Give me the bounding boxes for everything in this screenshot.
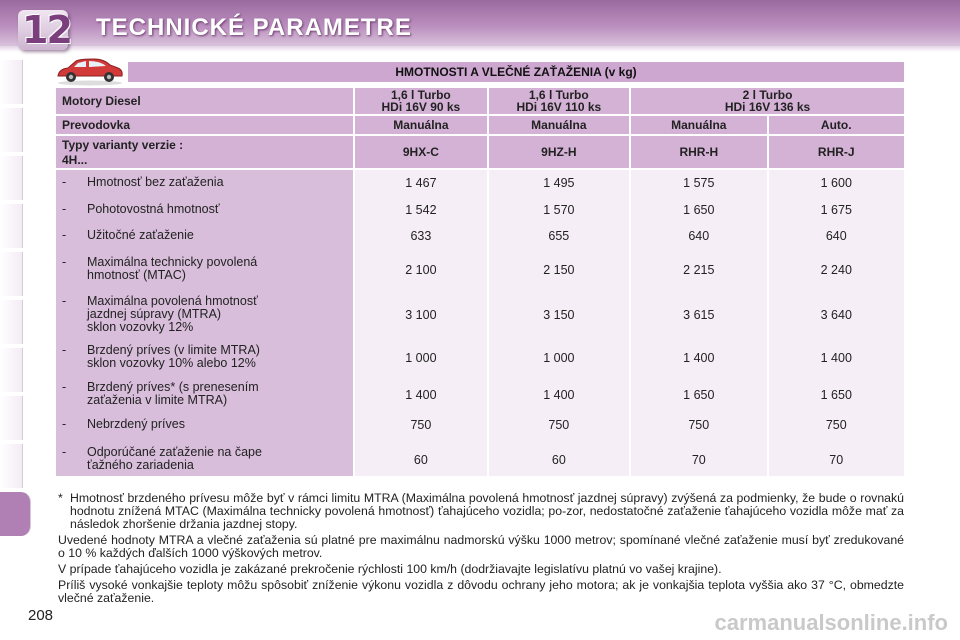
header-shadow	[0, 46, 960, 52]
row-dash: -	[62, 445, 67, 459]
row-dash: -	[62, 255, 67, 269]
engine-line1: 1,6 l Turbo	[390, 88, 451, 102]
row-dash: -	[62, 294, 67, 308]
labels-column	[56, 170, 353, 476]
types-label-line1: Typy varianty verzie :	[62, 137, 184, 152]
row-label-text: Pohotovostná hmotnosť	[87, 202, 220, 216]
row-value: 750	[548, 418, 570, 432]
note-paragraph: Uvedené hodnoty MTRA a vlečné zaťaženia sú platné pre maximálnu nadmorskú výšku 1000 metrov; spomínané vlečné zaťaženie musí byť zredukované o 10 % každých ďalších 1000 výškových metrov.	[58, 533, 904, 560]
engine-line1: 2 l Turbo	[742, 88, 793, 102]
row-value: 2 215	[683, 262, 715, 277]
note-paragraph: V prípade ťahajúceho vozidla je zakázané prekročenie rýchlosti 100 km/h (dodržiavajte legislatívu platnú vo vašej krajine).	[58, 562, 722, 576]
row-value: 70	[829, 452, 844, 467]
side-tab[interactable]	[0, 444, 23, 488]
row-value: 3 150	[543, 308, 575, 322]
watermark: carmanualsonline.info	[714, 610, 948, 635]
side-tab[interactable]	[0, 252, 23, 296]
row-value: 750	[825, 418, 847, 432]
note-footnote	[58, 492, 904, 531]
chapter-number: 12	[22, 8, 71, 52]
row-value: 1 400	[683, 350, 715, 365]
type-cell: 9HZ-H	[489, 136, 630, 168]
row-value: 2 240	[820, 262, 852, 277]
side-tab[interactable]	[0, 348, 23, 392]
row-value: 70	[691, 452, 706, 467]
side-tab[interactable]	[0, 300, 23, 344]
row-value: 1 400	[820, 350, 852, 365]
types-label-line2: 4H...	[62, 152, 88, 167]
side-tab[interactable]	[0, 396, 23, 440]
row-value: 750	[688, 418, 710, 432]
note-text: Hmotnosť brzdeného prívesu môže byť v rámci limitu MTRA (Maximálna povolená hmotnosť jazdnej súpravy) zvýšená za podmienky, že bude o rovnakú hodnotu znížená MTAC (Maximálna technicky povolená hmotnosť) ťahajúceho vozidla; po-zor, nedostatočné zaťaženie ťahajúceho vozidla môže mať za následok zhoršenie držania jazdnej stopy.	[70, 491, 904, 531]
types-label	[56, 136, 353, 168]
row-value: 60	[413, 452, 428, 467]
row-label-text: Užitočné zaťaženie	[87, 228, 194, 242]
engines-row	[56, 88, 904, 114]
page-number: 208	[28, 607, 54, 624]
row-dash: -	[62, 175, 67, 189]
side-tab[interactable]	[0, 60, 23, 104]
row-value: 60	[551, 452, 566, 467]
engine-cell	[355, 88, 486, 114]
row-value: 1 495	[543, 176, 575, 190]
row-value: 1 400	[543, 387, 575, 402]
engine-line2: HDi 16V 90 ks	[381, 100, 461, 114]
note-paragraph: Príliš vysoké vonkajšie teploty môžu spôsobiť zníženie výkonu vozidla z dôvodu ochrany jeho motora; ak je vonkajšia teplota vyššia ako 37 °C, obmedzte vlečné zaťaženie.	[58, 578, 904, 605]
row-value: 3 615	[683, 308, 715, 322]
type-cell: 9HX-C	[355, 136, 486, 168]
row-value: 3 100	[405, 308, 437, 322]
row-label-text: Odporúčané zaťaženie na čape ťažného zariadenia	[87, 445, 262, 472]
row-value: 2 100	[405, 262, 437, 277]
side-tab[interactable]	[0, 156, 23, 200]
row-label-text: Brzdený príves (v limite MTRA) sklon vozovky 10% alebo 12%	[87, 343, 260, 370]
notes	[58, 492, 904, 608]
gearbox-cell: Manuálna	[355, 116, 486, 134]
type-cell: RHR-J	[769, 136, 904, 168]
side-tabs	[0, 60, 22, 540]
row-value: 1 467	[405, 176, 437, 190]
row-label-text: Hmotnosť bez zaťaženia	[87, 175, 224, 189]
row-value: 2 150	[543, 262, 575, 277]
side-tab-active[interactable]	[0, 492, 31, 536]
gearbox-cell: Auto.	[769, 116, 904, 134]
side-tab[interactable]	[0, 108, 23, 152]
values-column	[489, 170, 630, 476]
engine-cell	[631, 88, 904, 114]
row-dash: -	[62, 417, 67, 431]
row-value: 633	[410, 229, 432, 243]
row-dash: -	[62, 343, 67, 357]
row-value: 1 650	[683, 203, 715, 217]
gearbox-row	[56, 116, 904, 134]
table-title: HMOTNOSTI A VLEČNÉ ZAŤAŽENIA (v kg)	[128, 62, 904, 82]
engine-line2: HDi 16V 110 ks	[516, 100, 602, 114]
values-column	[355, 170, 486, 476]
engine-cell	[489, 88, 630, 114]
row-value: 1 400	[405, 387, 437, 402]
row-value: 1 575	[683, 176, 715, 190]
type-cell: RHR-H	[631, 136, 766, 168]
values-column	[769, 170, 904, 476]
row-label-text: Brzdený príves* (s prenesením zaťaženia v limite MTRA)	[87, 380, 259, 407]
row-dash: -	[62, 380, 67, 394]
row-dash: -	[62, 228, 67, 242]
row-label-text: Nebrzdený príves	[87, 417, 185, 431]
types-row	[56, 136, 904, 168]
weights-grid	[54, 86, 906, 478]
engines-label: Motory Diesel	[56, 88, 353, 114]
row-value: 640	[825, 229, 847, 243]
gearbox-cell: Manuálna	[631, 116, 766, 134]
row-value: 750	[410, 418, 432, 432]
weights-table	[56, 62, 904, 478]
row-value: 3 640	[820, 308, 852, 322]
row-value: 1 675	[820, 203, 852, 217]
row-value: 1 650	[683, 387, 715, 402]
engine-line2: HDi 16V 136 ks	[724, 100, 811, 114]
values-column	[631, 170, 766, 476]
row-value: 1 000	[543, 350, 575, 365]
page-title: TECHNICKÉ PARAMETRE	[96, 14, 412, 41]
table-body	[56, 170, 904, 476]
row-label-text: Maximálna technicky povolená hmotnosť (MTAC)	[87, 255, 258, 282]
row-label-text: Maximálna povolená hmotnosť jazdnej súpravy (MTRA) sklon vozovky 12%	[87, 294, 258, 334]
row-value: 1 600	[820, 176, 852, 190]
row-value: 1 650	[820, 387, 852, 402]
gearbox-label: Prevodovka	[56, 116, 353, 134]
row-value: 1 000	[405, 350, 437, 365]
side-tab[interactable]	[0, 204, 23, 248]
row-value: 640	[688, 229, 710, 243]
footnote-star: *	[58, 491, 63, 505]
row-value: 655	[548, 229, 570, 243]
gearbox-cell: Manuálna	[489, 116, 630, 134]
row-value: 1 570	[543, 203, 575, 217]
engine-line1: 1,6 l Turbo	[528, 88, 589, 102]
row-value: 1 542	[405, 203, 437, 217]
row-dash: -	[62, 202, 67, 216]
